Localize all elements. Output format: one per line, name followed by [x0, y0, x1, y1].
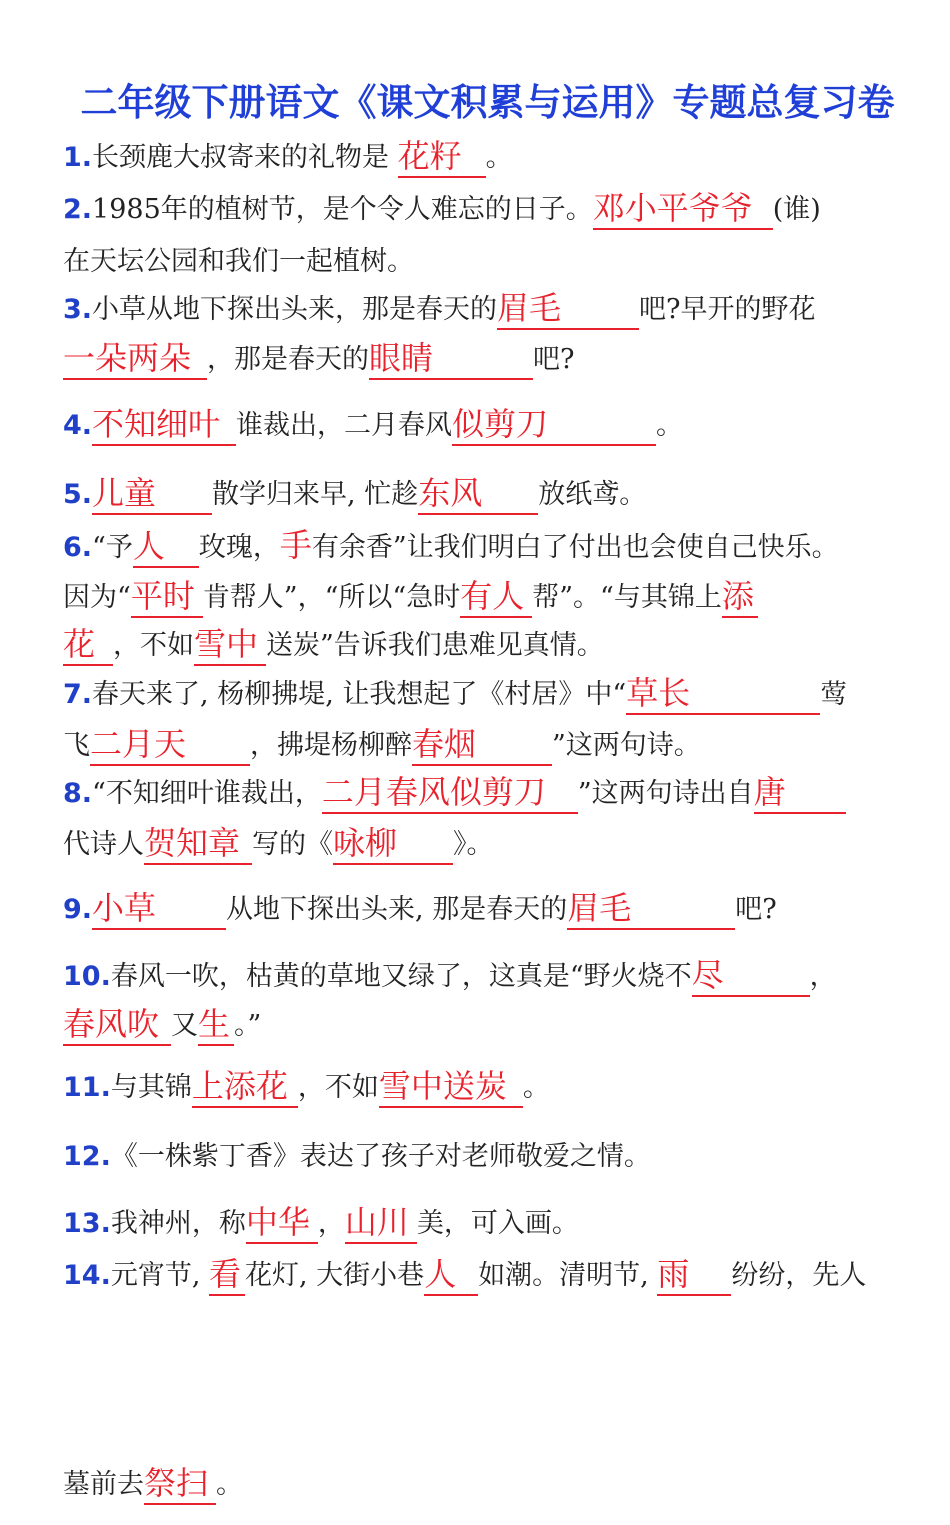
question-12	[63, 1137, 651, 1177]
question-text: 又	[171, 1010, 198, 1041]
question-text: 。	[522, 1072, 550, 1103]
question-number: 2.	[63, 194, 93, 225]
answer-blank: 贺知章	[144, 823, 252, 865]
answer-blank: 春烟	[412, 724, 552, 766]
answer-blank: 花	[63, 624, 113, 666]
question-text: ，	[317, 1208, 345, 1239]
answer-blank: 平时	[131, 576, 203, 618]
question-text: “予	[92, 532, 133, 563]
question-text: 莺	[820, 679, 848, 710]
question-text: 。	[485, 142, 513, 173]
question-text: 代诗人	[63, 829, 144, 860]
question-9	[63, 888, 777, 930]
question-text: ，不如	[113, 630, 194, 661]
question-6	[63, 525, 839, 568]
answer-blank: 邓小平爷爷	[593, 188, 773, 230]
question-1	[63, 136, 513, 178]
question-number: 14.	[63, 1260, 111, 1291]
answer-blank: 人	[133, 526, 199, 568]
question-text: 肯帮人”，“所以“急时	[202, 582, 461, 613]
question-number: 7.	[63, 679, 93, 710]
question-text: 散学归来早, 忙趁	[212, 479, 419, 510]
answer-blank: 似剪刀	[452, 404, 656, 446]
answer-blank: 春风吹	[63, 1004, 171, 1046]
answer-blank: 雨	[657, 1254, 731, 1296]
question-text: 与其锦	[110, 1072, 192, 1103]
question-2	[63, 188, 821, 230]
question-14-continued	[63, 1463, 243, 1505]
answer-blank: 祭扫	[144, 1463, 216, 1505]
answer-blank: 一朵两朵	[63, 338, 207, 380]
answer-blank: 唐	[754, 772, 846, 814]
answer-blank: 雪中	[194, 624, 266, 666]
question-10-continued	[63, 1004, 261, 1046]
question-text: 谁裁出，二月春风	[236, 410, 453, 441]
question-text: 。”	[234, 1010, 262, 1041]
question-text: ，不如	[297, 1072, 379, 1103]
question-number: 12.	[63, 1141, 111, 1172]
answer-blank: 有人	[460, 576, 532, 618]
question-text: 花灯, 大街小巷	[245, 1260, 425, 1291]
question-10	[63, 955, 837, 997]
question-6-line-3	[63, 624, 604, 666]
question-8-continued	[63, 823, 494, 865]
answer-text: 手	[279, 526, 312, 564]
answer-blank: 山川	[345, 1202, 417, 1244]
question-8	[63, 772, 846, 814]
question-2-continued	[63, 242, 414, 282]
question-text: 小草从地下探出头来，那是春天的	[92, 294, 498, 325]
question-text: “不知细叶谁裁出，	[92, 778, 322, 809]
answer-blank: 东风	[418, 473, 538, 515]
question-text: 吧?	[735, 894, 777, 925]
question-text: (谁)	[772, 194, 821, 225]
question-text: 帮”。“与其锦上	[532, 582, 722, 613]
question-number: 10.	[63, 961, 111, 992]
answer-blank: 中华	[246, 1202, 318, 1244]
question-text: 墓前去	[63, 1469, 144, 1500]
question-text: 在天坛公园和我们一起植树。	[63, 246, 414, 277]
question-text: 美，可入画。	[416, 1208, 579, 1239]
question-number: 11.	[63, 1072, 111, 1103]
answer-blank: 二月春风似剪刀	[322, 772, 578, 814]
question-text: 》。	[453, 829, 494, 860]
question-text: 《一株紫丁香》表达了孩子对老师敬爱之情。	[110, 1141, 651, 1172]
question-text: 春天来了, 杨柳拂堤, 让我想起了《村居》中“	[92, 679, 627, 710]
question-text: 春风一吹，枯黄的草地又绿了，这真是“野火烧不	[110, 961, 692, 992]
answer-blank: 眉毛	[567, 888, 735, 930]
question-text: 放纸鸢。	[538, 479, 647, 510]
question-text: ”这两句诗。	[552, 730, 701, 761]
answer-blank: 雪中送炭	[379, 1066, 523, 1108]
question-text: 因为“	[63, 582, 131, 613]
question-text: 吧?早开的野花	[639, 294, 816, 325]
answer-blank: 添	[722, 576, 758, 618]
question-text: 元宵节,	[110, 1260, 210, 1291]
question-14	[63, 1254, 866, 1296]
question-text: 1985年的植树节，是个令人难忘的日子。	[92, 194, 593, 225]
question-number: 6.	[63, 532, 93, 563]
question-number: 9.	[63, 894, 93, 925]
question-number: 5.	[63, 479, 93, 510]
question-number: 8.	[63, 778, 93, 809]
question-text: ，	[809, 961, 837, 992]
answer-blank: 生	[198, 1004, 234, 1046]
answer-blank: 看	[209, 1254, 245, 1296]
answer-blank: 上添花	[192, 1066, 298, 1108]
answer-blank: 眼睛	[369, 338, 533, 380]
question-text: ，拂堤杨柳醉	[250, 730, 412, 761]
question-3-continued	[63, 338, 574, 380]
question-number: 4.	[63, 410, 93, 441]
answer-blank: 花籽	[398, 136, 486, 178]
question-6-line-2	[63, 576, 758, 618]
question-number: 1.	[63, 142, 93, 173]
answer-blank: 草长	[626, 673, 820, 715]
answer-blank: 咏柳	[333, 823, 453, 865]
question-text: ”这两句诗出自	[577, 778, 754, 809]
question-text: 。	[656, 410, 684, 441]
question-11	[63, 1066, 550, 1108]
question-text: 。	[216, 1469, 243, 1500]
answer-blank: 儿童	[92, 473, 212, 515]
question-5	[63, 473, 646, 515]
question-number: 13.	[63, 1208, 111, 1239]
question-text: 长颈鹿大叔寄来的礼物是	[92, 142, 390, 173]
question-text: 如潮。清明节,	[478, 1260, 658, 1291]
answer-blank: 眉毛	[497, 288, 639, 330]
question-text: 飞	[63, 730, 90, 761]
answer-blank: 小草	[92, 888, 226, 930]
question-3	[63, 288, 816, 330]
question-text: 写的《	[252, 829, 333, 860]
answer-blank: 人	[424, 1254, 478, 1296]
answer-blank: 尽	[692, 955, 810, 997]
answer-blank: 二月天	[90, 724, 250, 766]
question-text: 玫瑰，	[198, 532, 280, 563]
question-text: 送炭”告诉我们患难见真情。	[266, 630, 604, 661]
question-text: 纷纷，先人	[731, 1260, 867, 1291]
answer-blank: 不知细叶	[92, 404, 236, 446]
question-7	[63, 673, 847, 715]
question-number: 3.	[63, 294, 93, 325]
question-text: 有余香”让我们明白了付出也会使自己快乐。	[311, 532, 839, 563]
worksheet-title: 二年级下册语文《课文积累与运用》专题总复习卷	[80, 81, 895, 124]
question-text: 我神州，称	[110, 1208, 246, 1239]
question-7-continued	[63, 724, 701, 766]
question-text: 吧?	[533, 344, 575, 375]
question-4	[63, 404, 683, 446]
question-13	[63, 1202, 579, 1244]
question-text: ，那是春天的	[207, 344, 369, 375]
question-text: 从地下探出头来, 那是春天的	[226, 894, 568, 925]
